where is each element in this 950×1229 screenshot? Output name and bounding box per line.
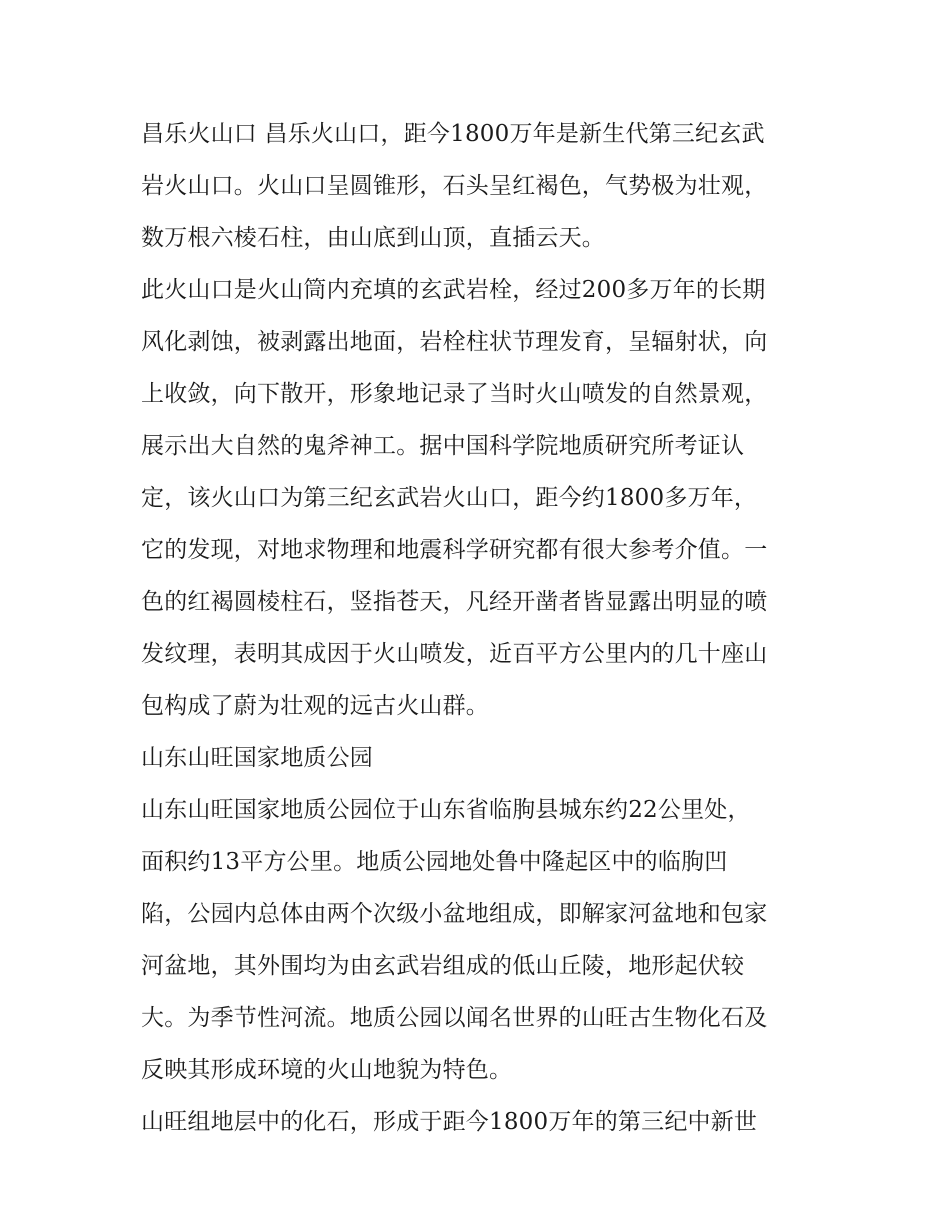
paragraph-line: 包构成了蔚为壮观的远古火山群。 <box>141 693 489 719</box>
paragraph-line: 陷，公园内总体由两个次级小盆地组成，即解家河盆地和包家 <box>141 901 768 927</box>
document-body <box>141 108 821 1148</box>
paragraph-line: 上收敛，向下散开，形象地记录了当时火山喷发的自然景观， <box>141 381 768 407</box>
paragraph-line: 河盆地，其外围均为由玄武岩组成的低山丘陵，地形起伏较 <box>141 953 745 979</box>
paragraph-line: 此火山口是火山筒内充填的玄武岩栓，经过200多万年的长期 <box>141 277 766 303</box>
paragraph-line: 面积约13平方公里。地质公园地处鲁中隆起区中的临朐凹 <box>141 849 728 875</box>
paragraph-line: 风化剥蚀，被剥露出地面，岩栓柱状节理发育，呈辐射状，向 <box>141 329 768 355</box>
paragraph-line: 定，该火山口为第三纪玄武岩火山口，距今约1800多万年， <box>141 485 758 511</box>
paragraph-line: 数万根六棱石柱，由山底到山顶，直插云天。 <box>141 225 605 251</box>
paragraph-line: 岩火山口。火山口呈圆锥形，石头呈红褐色，气势极为壮观， <box>141 173 768 199</box>
paragraph-line: 反映其形成环境的火山地貌为特色。 <box>141 1057 513 1083</box>
paragraph-line: 山旺组地层中的化石，形成于距今1800万年的第三纪中新世 <box>141 1109 758 1135</box>
paragraph-line: 它的发现，对地求物理和地震科学研究都有很大参考介值。一 <box>141 537 768 563</box>
paragraph-line: 大。为季节性河流。地质公园以闻名世界的山旺古生物化石及 <box>141 1005 768 1031</box>
section-heading: 山东山旺国家地质公园 <box>141 745 373 771</box>
paragraph-line: 昌乐火山口 昌乐火山口，距今1800万年是新生代第三纪玄武 <box>141 121 765 147</box>
paragraph-line: 展示出大自然的鬼斧神工。据中国科学院地质研究所考证认 <box>141 433 745 459</box>
paragraph-line: 色的红褐圆棱柱石，竖指苍天，凡经开凿者皆显露出明显的喷 <box>141 589 768 615</box>
paragraph-line: 山东山旺国家地质公园位于山东省临朐县城东约22公里处， <box>141 797 751 823</box>
paragraph-line: 发纹理，表明其成因于火山喷发，近百平方公里内的几十座山 <box>141 641 768 667</box>
